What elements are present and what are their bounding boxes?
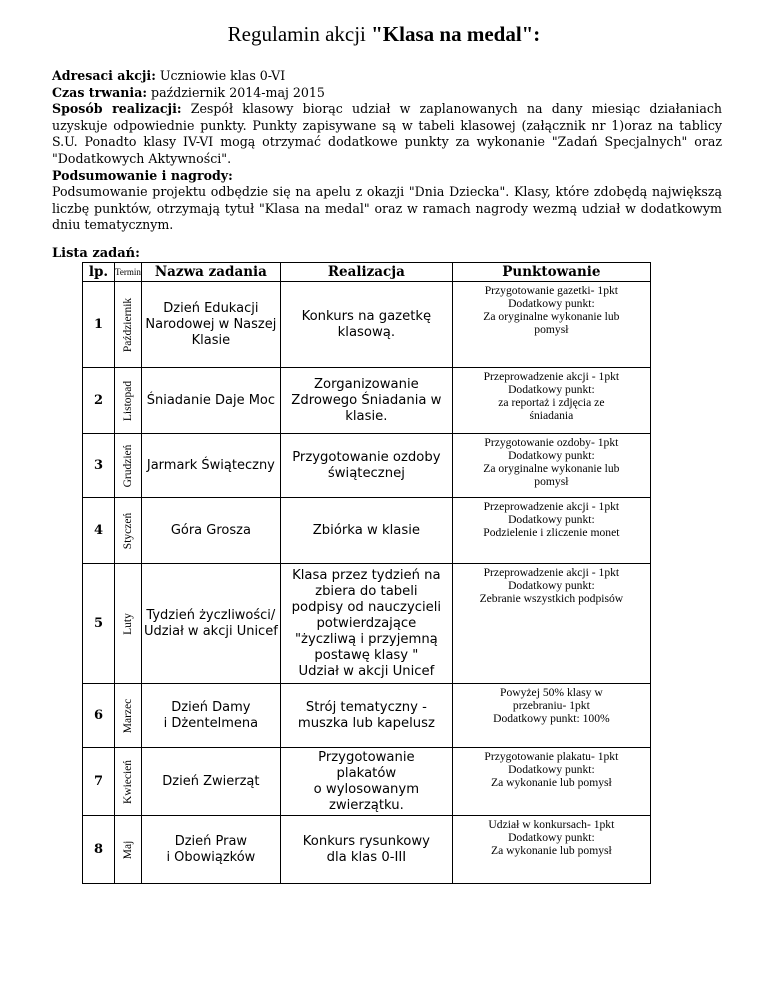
row-number: 8 — [93, 842, 104, 857]
row-month-cell — [115, 434, 142, 498]
task-scoring: Udział w konkursach- 1pkt Dodatkowy punkt: Za wykonanie lub pomysł — [488, 818, 615, 857]
task-scoring: Przygotowanie ozdoby- 1pkt Dodatkowy punkt: Za oryginalne wykonanie lub pomysł — [483, 436, 620, 488]
task-scoring: Przeprowadzenie akcji - 1pkt Dodatkowy punkt: za reportaż i zdjęcia ze śniadania — [483, 370, 620, 422]
table-header-row — [83, 263, 651, 282]
lista-label: Lista zadań: — [52, 246, 140, 261]
title-prefix: Regulamin akcji — [227, 22, 372, 46]
table-row — [83, 434, 651, 498]
podsumowanie-heading — [52, 168, 722, 185]
row-month: Październik — [121, 297, 134, 352]
row-number-cell — [83, 282, 115, 368]
task-realization: Konkurs na gazetkę klasową. — [301, 308, 432, 340]
table-row — [83, 368, 651, 434]
task-name-cell — [141, 816, 280, 884]
table-row — [83, 498, 651, 564]
task-name: Dzień Zwierząt — [162, 773, 260, 789]
task-realization-cell — [280, 748, 452, 816]
task-realization-cell — [280, 368, 452, 434]
task-name-cell — [141, 368, 280, 434]
row-month: Listopad — [121, 380, 134, 421]
row-number: 1 — [93, 317, 104, 332]
task-scoring-cell — [452, 564, 650, 684]
task-scoring: Przygotowanie gazetki- 1pkt Dodatkowy punkt: Za oryginalne wykonanie lub pomysł — [483, 284, 620, 336]
task-realization-cell — [280, 816, 452, 884]
row-number-cell — [83, 498, 115, 564]
row-month-cell — [115, 748, 142, 816]
czas-label: Czas trwania: — [52, 84, 148, 100]
row-month: Marzec — [121, 698, 134, 733]
czas-line — [52, 85, 722, 102]
task-name: Dzień Edukacji Narodowej w Naszej Klasie — [145, 300, 277, 348]
task-scoring: Przeprowadzenie akcji - 1pkt Dodatkowy punkt: Podzielenie i zliczenie monet — [483, 500, 620, 539]
task-realization: Przygotowanie ozdoby świątecznej — [292, 449, 441, 481]
task-name: Tydzień życzliwości/ Udział w akcji Unicef — [143, 607, 278, 639]
row-month-cell — [115, 684, 142, 748]
task-name-cell — [141, 564, 280, 684]
task-name-cell — [141, 434, 280, 498]
task-realization: Klasa przez tydzień na zbiera do tabeli podpisy od nauczycieli potwierdzające "życzliwą i przyjemną postawę klasy " Udział w akcji Unicef — [291, 567, 442, 679]
task-name: Jarmark Świąteczny — [146, 457, 275, 473]
podsumowanie-text: Podsumowanie projektu odbędzie się na apelu z okazji "Dnia Dziecka". Klasy, które zdobędą największą liczbę punktów, otrzymają tytuł "Klasa na medal" oraz w ramach nagrody wezmą udział w dodatkowym dniu tematycznym. — [52, 184, 722, 233]
task-scoring: Powyżej 50% klasy w przebraniu- 1pkt Dodatkowy punkt: 100% — [493, 686, 610, 725]
row-month-cell — [115, 498, 142, 564]
row-number: 3 — [93, 458, 104, 473]
row-month-cell — [115, 368, 142, 434]
table-row — [83, 564, 651, 684]
task-realization-cell — [280, 434, 452, 498]
table-row — [83, 816, 651, 884]
row-month: Luty — [121, 612, 134, 635]
task-scoring: Przygotowanie plakatu- 1pkt Dodatkowy punkt: Za wykonanie lub pomysł — [484, 750, 619, 789]
task-name-cell — [141, 498, 280, 564]
header-lp: lp. — [83, 263, 115, 282]
czas-value: październik 2014-maj 2015 — [147, 84, 325, 100]
task-scoring-cell — [452, 498, 650, 564]
row-number-cell — [83, 434, 115, 498]
row-number-cell — [83, 748, 115, 816]
row-month: Maj — [121, 840, 134, 859]
task-name-cell — [141, 282, 280, 368]
sposob-value: Zespół klasowy biorąc udział w zaplanowanych na dany miesiąc działaniach uzyskuje odpowiednie punkty. Punkty zapisywane są w tabeli klasowej (załącznik nr 1)oraz na tablicy S.U. Ponadto klasy IV-VI mogą otrzymać dodatkowe punkty za wykonanie "Zadań Specjalnych" oraz "Dodatkowych Aktywności". — [52, 101, 722, 166]
task-name: Góra Grosza — [170, 522, 251, 538]
task-scoring-cell — [452, 816, 650, 884]
row-number: 6 — [93, 708, 104, 723]
row-number: 7 — [93, 774, 104, 789]
row-month: Styczeń — [121, 512, 134, 549]
row-number-cell — [83, 816, 115, 884]
row-number-cell — [83, 368, 115, 434]
row-month: Kwiecień — [121, 759, 134, 804]
adresaci-line — [52, 68, 722, 85]
header-punktowanie: Punktowanie — [452, 263, 650, 282]
task-name-cell — [141, 748, 280, 816]
row-number-cell — [83, 564, 115, 684]
task-scoring-cell — [452, 368, 650, 434]
title-bold: "Klasa na medal": — [371, 22, 541, 46]
row-number: 4 — [93, 523, 104, 538]
podsumowanie-label: Podsumowanie i nagrody: — [52, 167, 233, 183]
task-scoring: Przeprowadzenie akcji - 1pkt Dodatkowy punkt: Zebranie wszystkich podpisów — [479, 566, 624, 605]
task-realization: Zbiórka w klasie — [312, 522, 420, 538]
task-scoring-cell — [452, 282, 650, 368]
task-realization: Przygotowanie plakatów o wylosowanym zwierzątku. — [313, 749, 420, 813]
task-scoring-cell — [452, 684, 650, 748]
header-termin: Termin — [115, 263, 142, 282]
page-title — [0, 22, 768, 47]
row-number-cell — [83, 684, 115, 748]
task-scoring-cell — [452, 748, 650, 816]
row-month-cell — [115, 564, 142, 684]
row-month-cell — [115, 816, 142, 884]
task-name: Śniadanie Daje Moc — [146, 392, 276, 408]
intro-section — [52, 68, 722, 234]
row-month-cell — [115, 282, 142, 368]
task-realization-cell — [280, 282, 452, 368]
table-row — [83, 748, 651, 816]
task-realization: Konkurs rysunkowy dla klas 0-III — [302, 833, 430, 865]
header-realizacja: Realizacja — [280, 263, 452, 282]
task-scoring-cell — [452, 434, 650, 498]
task-name: Dzień Praw i Obowiązków — [166, 833, 256, 865]
adresaci-value: Uczniowie klas 0-VI — [155, 68, 286, 83]
sposob-line — [52, 101, 722, 167]
table-row — [83, 282, 651, 368]
task-realization: Strój tematyczny - muszka lub kapelusz — [297, 699, 435, 731]
task-table — [82, 262, 651, 884]
task-realization-cell — [280, 684, 452, 748]
row-number: 2 — [93, 393, 104, 408]
header-nazwa: Nazwa zadania — [141, 263, 280, 282]
task-name: Dzień Damy i Dżentelmena — [163, 699, 259, 731]
sposob-label: Sposób realizacji: — [52, 101, 182, 117]
row-month: Grudzień — [121, 444, 134, 487]
task-name-cell — [141, 684, 280, 748]
task-realization: Zorganizowanie Zdrowego Śniadania w klasie. — [291, 376, 442, 424]
adresaci-label: Adresaci akcji: — [52, 68, 156, 83]
row-number: 5 — [93, 616, 104, 631]
task-realization-cell — [280, 564, 452, 684]
table-row — [83, 684, 651, 748]
task-realization-cell — [280, 498, 452, 564]
